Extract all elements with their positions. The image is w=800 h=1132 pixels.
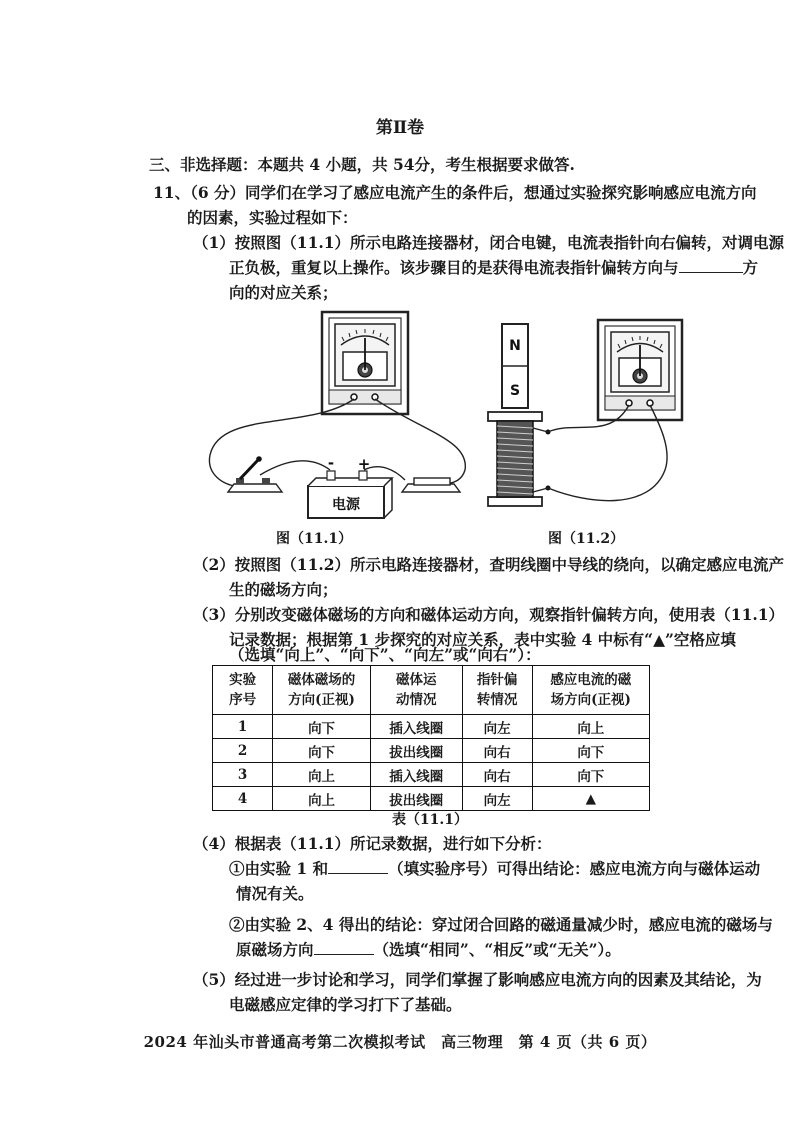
step1-line1: （1）按照图（11.1）所示电路连接器材，闭合电键，电流表指针向右偏转，对调电源: [193, 233, 785, 252]
table-row: [213, 739, 650, 763]
bar-magnet: [502, 324, 528, 408]
step2-line2: 生的磁场方向；: [229, 580, 338, 599]
step3-line3: （选填“向上”、“向下”、“向左”或“向右”）：: [229, 645, 541, 664]
step1-text-b: 方: [742, 258, 759, 277]
table-cell: 3: [213, 763, 273, 787]
resistor: [402, 478, 460, 492]
table-cell: 向上: [532, 715, 649, 739]
magnet-n-label: N: [509, 338, 521, 354]
answer-blank-3[interactable]: [314, 940, 374, 955]
section-title: 第Ⅱ卷: [375, 118, 425, 138]
table-row: [213, 787, 650, 811]
table-cell: 插入线圈: [370, 763, 462, 787]
table-cell: 向右: [462, 739, 532, 763]
minus-label: -: [327, 454, 335, 472]
page-footer: 2024 年汕头市普通高考第二次模拟考试 高三物理 第 4 页（共 6 页）: [143, 1033, 657, 1051]
step5-line2: 电磁感应定律的学习打下了基础。: [229, 995, 462, 1014]
power-supply: [308, 454, 392, 518]
answer-blank-2[interactable]: [328, 859, 388, 874]
switch: [228, 456, 282, 492]
table-cell: 向下: [532, 739, 649, 763]
plus-label: +: [357, 455, 371, 473]
table-cell: 向右: [462, 763, 532, 787]
header-cell-index: 实验 序号: [213, 666, 273, 715]
ammeter-2: [598, 320, 682, 420]
table-caption: 表（11.1）: [391, 812, 469, 828]
table-cell: 向左: [462, 787, 532, 811]
question-number: 11、: [153, 183, 191, 202]
header-cell-induced-field: 感应电流的磁 场方向(正视): [532, 666, 649, 715]
step2-line1: （2）按照图（11.2）所示电路连接器材，查明线圈中导线的绕向，以确定感应电流产: [193, 555, 785, 574]
table-cell: 向下: [532, 763, 649, 787]
step3-line1: （3）分别改变磁体磁场的方向和磁体运动方向，观察指针偏转方向，使用表（11.1）: [193, 605, 785, 624]
part3-heading: 三、非选择题：本题共 4 小题，共 54分，考生根据要求做答.: [149, 155, 575, 174]
coil: [488, 412, 551, 506]
step1-line3: 向的对应关系；: [229, 283, 338, 302]
experiment-table: [212, 665, 650, 811]
table-cell: 1: [213, 715, 273, 739]
table-cell: 插入线圈: [370, 715, 462, 739]
table-cell: 向上: [273, 763, 371, 787]
q11-intro-text: （6 分）同学们在学习了感应电流产生的条件后，想通过实验探究影响感应电流方向: [190, 183, 757, 202]
header-cell-deflection: 指针偏 转情况: [462, 666, 532, 715]
q11-intro-line2: 的因素，实验过程如下：: [187, 208, 358, 227]
step4-line1: （4）根据表（11.1）所记录数据，进行如下分析：: [193, 834, 552, 853]
header-cell-field-direction: 磁体磁场的 方向(正视): [273, 666, 371, 715]
ammeter-1: [322, 312, 408, 414]
fig1-caption: 图（11.1）: [276, 531, 353, 547]
step4-a-text-a: ①由实验 1 和: [229, 859, 329, 878]
step4-a-line2: 情况有关。: [236, 884, 314, 903]
table-cell: 4: [213, 787, 273, 811]
table-cell: 拔出线圈: [370, 739, 462, 763]
step4-a-text-b: （填实验序号）可得出结论：感应电流方向与磁体运动: [388, 859, 761, 878]
fig2-caption: 图（11.2）: [548, 531, 625, 547]
step3-line2: 记录数据；根据第 1 步探究的对应关系，表中实验 4 中标有“▲”空格应填: [229, 630, 736, 649]
table-header-row: [213, 666, 650, 715]
step4-a-line1: [229, 859, 760, 879]
step4-b-line1: ②由实验 2、4 得出的结论：穿过闭合回路的磁通量减少时，感应电流的磁场与: [229, 915, 773, 934]
table-cell: 2: [213, 739, 273, 763]
header-cell-motion: 磁体运 动情况: [370, 666, 462, 715]
table-row: [213, 763, 650, 787]
step4-b-text-a: 原磁场方向: [236, 940, 314, 959]
step5-line1: （5）经过进一步讨论和学习，同学们掌握了影响感应电流方向的因素及其结论，为: [193, 970, 762, 989]
power-label: 电源: [332, 497, 360, 513]
step1-text-a: 正负极，重复以上操作。该步骤目的是获得电流表指针偏转方向与: [229, 258, 679, 277]
table-row: [213, 715, 650, 739]
step4-b-line2: [236, 940, 621, 960]
answer-cell-triangle[interactable]: ▲: [532, 787, 649, 811]
magnet-s-label: S: [509, 383, 521, 399]
table-cell: 向下: [273, 715, 371, 739]
table-cell: 向左: [462, 715, 532, 739]
table-cell: 拔出线圈: [370, 787, 462, 811]
table-cell: 向下: [273, 739, 371, 763]
step4-b-text-b: （选填“相同”、“相反”或“无关”）。: [373, 940, 621, 959]
table-cell: 向上: [273, 787, 371, 811]
